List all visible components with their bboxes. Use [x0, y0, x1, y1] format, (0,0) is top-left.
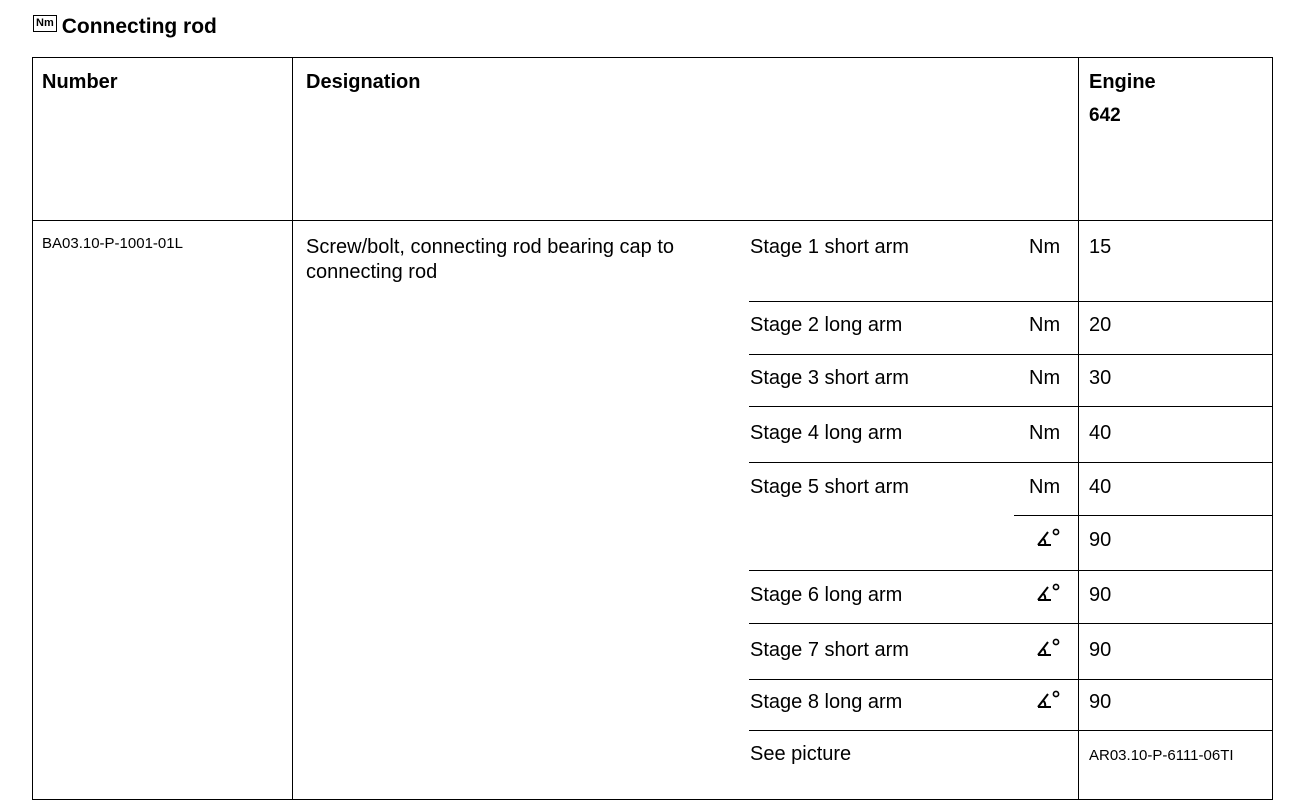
stage-label: Stage 2 long arm: [750, 314, 903, 336]
column-divider-number: [292, 58, 293, 799]
designation-text-line1: Screw/bolt, connecting rod bearing cap to: [306, 236, 674, 258]
column-header-number: Number: [42, 71, 118, 93]
angle-degree-icon: [1034, 526, 1064, 550]
column-header-engine: Engine: [1089, 71, 1156, 93]
engine-model-number: 642: [1089, 105, 1121, 126]
row-divider: [749, 301, 1272, 302]
see-picture-label: See picture: [750, 743, 852, 765]
stage-label: Stage 4 long arm: [750, 422, 903, 444]
row-divider: [749, 623, 1272, 624]
stage-unit: Nm: [1029, 422, 1061, 444]
stage-value: 90: [1089, 691, 1112, 713]
torque-nm-icon: Nm: [33, 15, 57, 32]
column-divider-engine: [1078, 58, 1079, 799]
stage-unit: Nm: [1029, 367, 1061, 389]
row-divider: [749, 679, 1272, 680]
stage-value: 40: [1089, 422, 1112, 444]
angle-degree-icon: [1034, 636, 1064, 660]
column-header-designation: Designation: [306, 71, 421, 93]
stage-value: 90: [1089, 584, 1112, 606]
page-title: Connecting rod: [61, 15, 217, 38]
stage-unit: Nm: [1029, 314, 1061, 336]
stage-value: 90: [1089, 639, 1112, 661]
row-divider: [749, 462, 1272, 463]
stage-label: Stage 3 short arm: [750, 367, 909, 389]
stage-label: Stage 8 long arm: [750, 691, 903, 713]
row-divider: [749, 354, 1272, 355]
row-divider: [749, 730, 1272, 731]
stage-value: 20: [1089, 314, 1112, 336]
picture-reference[interactable]: AR03.10-P-6111-06TI: [1089, 747, 1234, 764]
stage-unit: Nm: [1029, 476, 1061, 498]
angle-degree-icon: [1034, 688, 1064, 712]
angle-degree-icon: [1034, 581, 1064, 605]
stage-value: 40: [1089, 476, 1112, 498]
stage-label: Stage 7 short arm: [750, 639, 909, 661]
stage-value: 90: [1089, 529, 1112, 551]
designation-text-line2: connecting rod: [306, 261, 438, 283]
stage-label: Stage 5 short arm: [750, 476, 909, 498]
stage-value: 30: [1089, 367, 1112, 389]
header-divider: [33, 220, 1272, 221]
row-divider: [749, 570, 1272, 571]
stage-value: 15: [1089, 236, 1112, 258]
stage-unit: Nm: [1029, 236, 1061, 258]
document-title-row: [33, 12, 217, 42]
row-divider: [749, 406, 1272, 407]
torque-table: [32, 57, 1273, 800]
row-divider: [1014, 515, 1272, 516]
stage-label: Stage 6 long arm: [750, 584, 903, 606]
stage-label: Stage 1 short arm: [750, 236, 909, 258]
part-number: BA03.10-P-1001-01L: [42, 235, 183, 252]
